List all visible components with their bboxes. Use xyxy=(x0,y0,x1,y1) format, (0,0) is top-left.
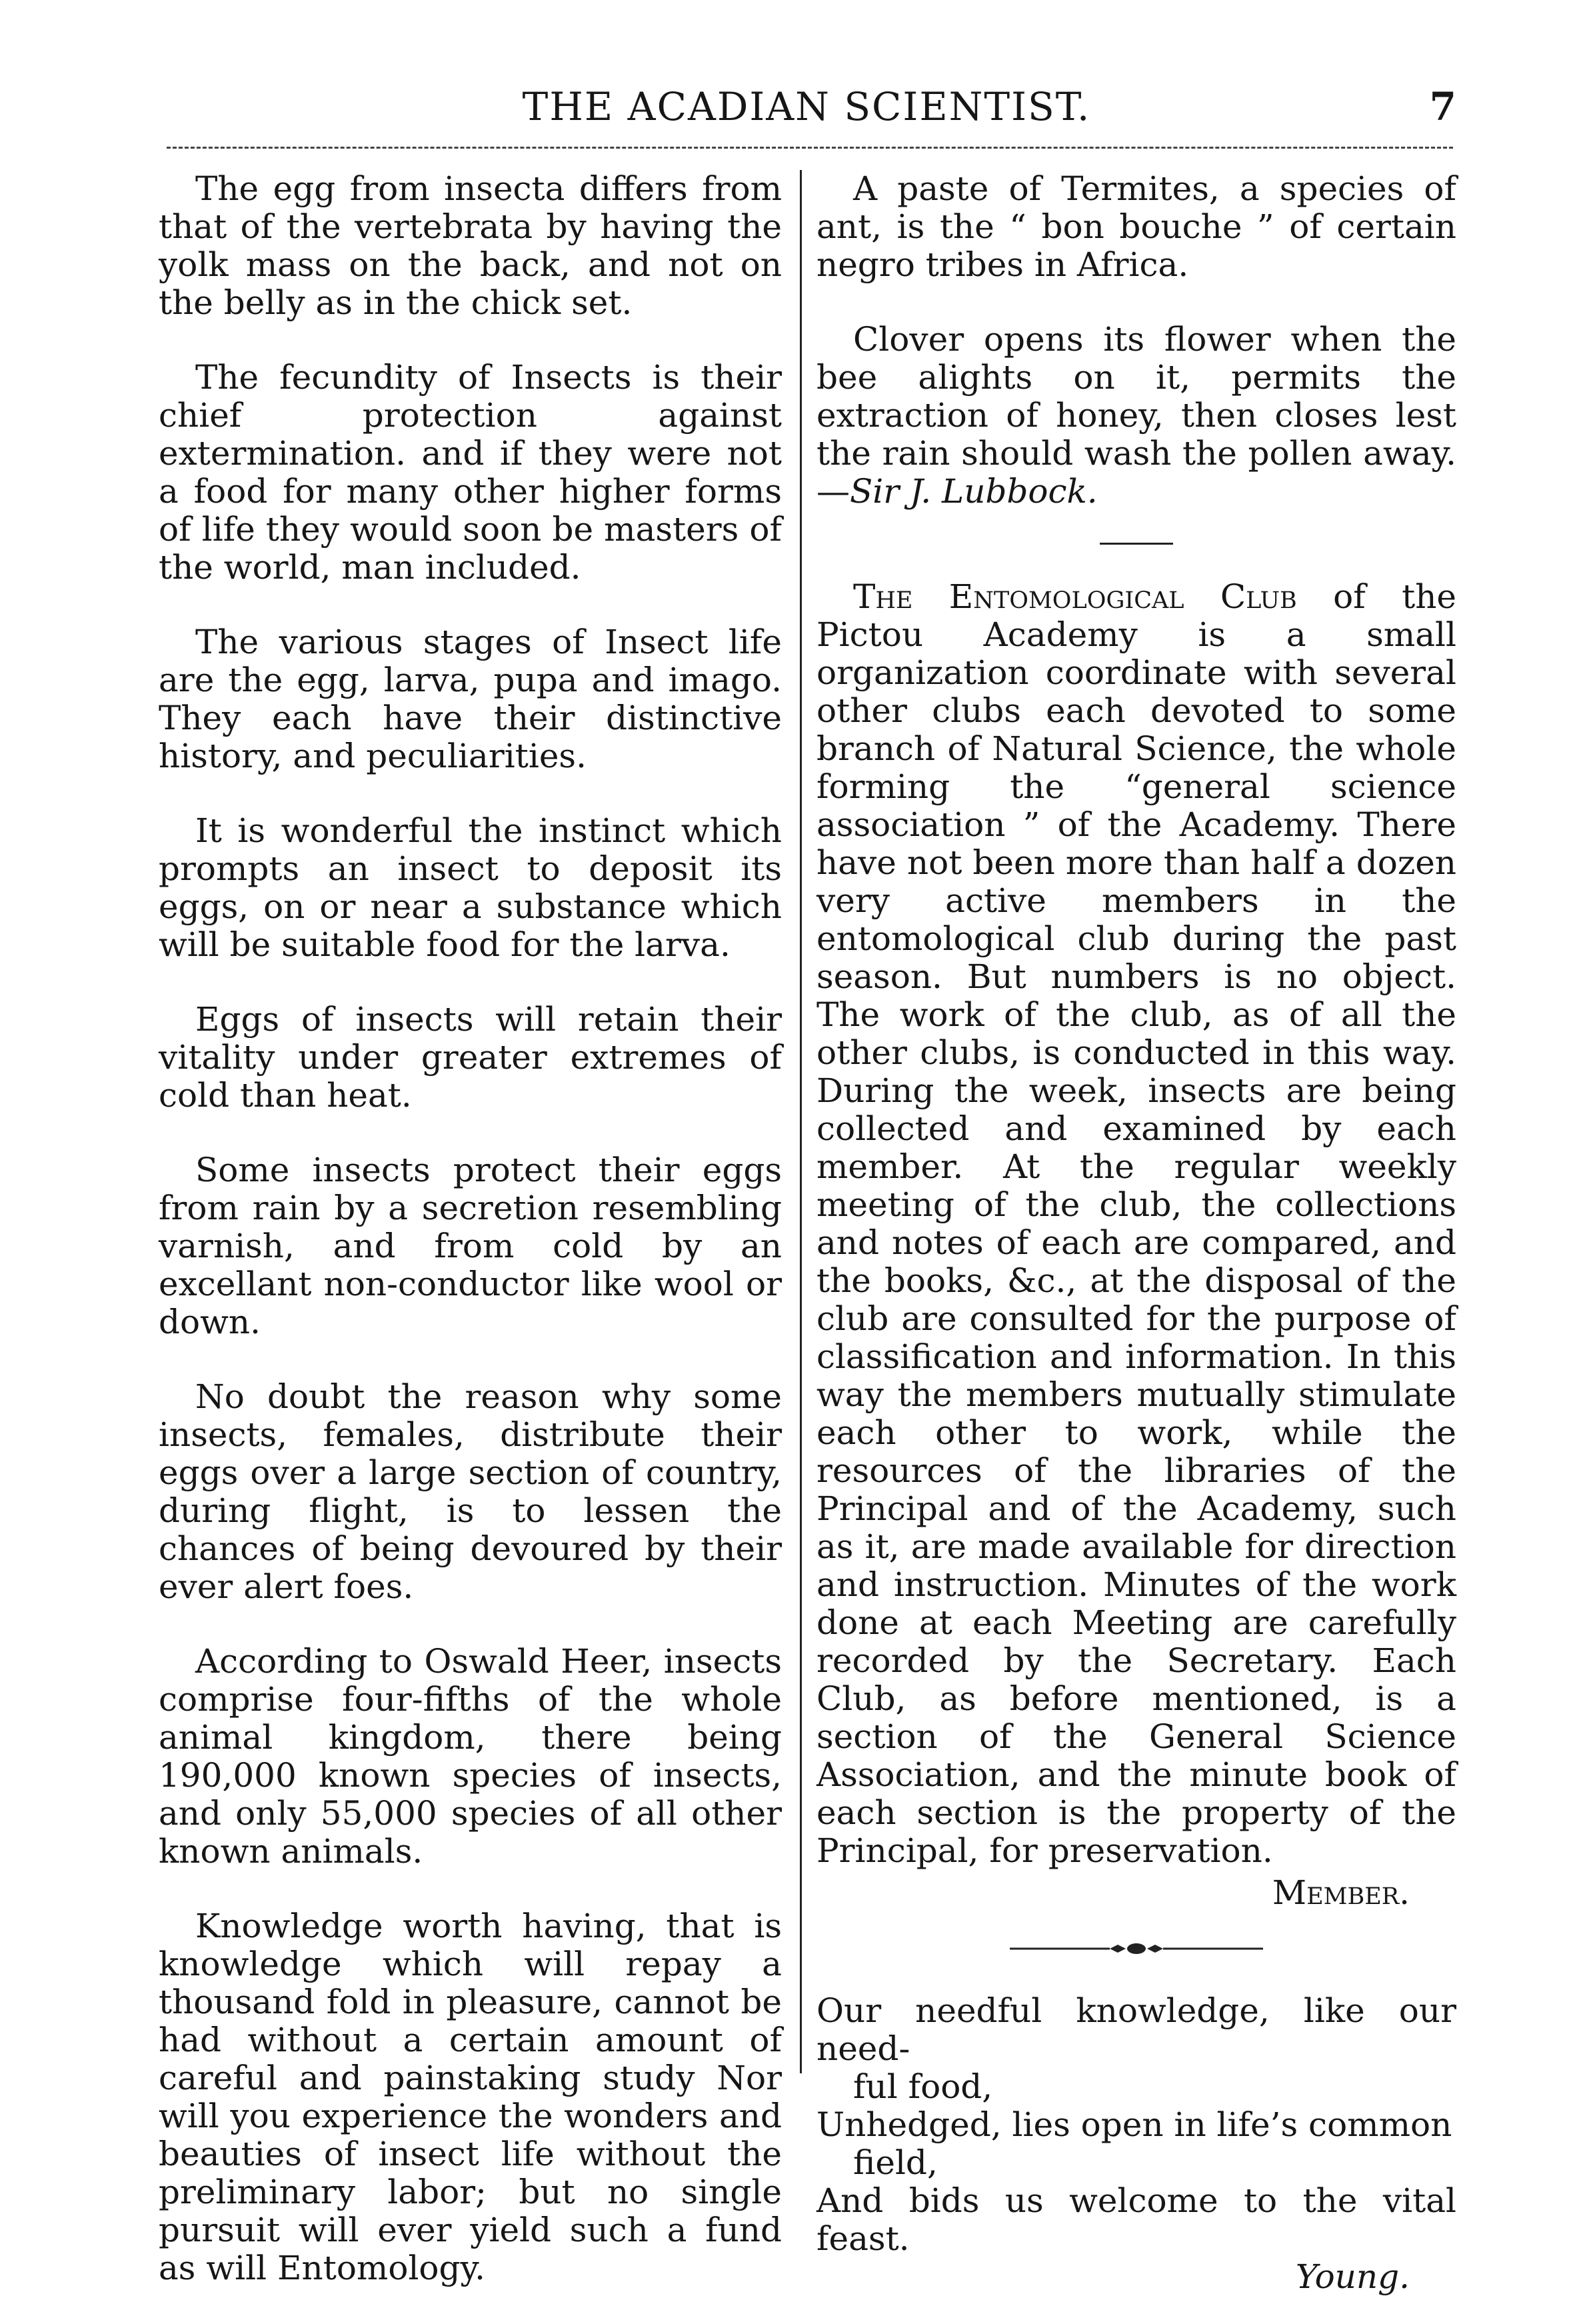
poem-author: Young. xyxy=(1295,2257,1410,2296)
paragraph-egg-distribution: No doubt the reason why some insects, females, distribute their eggs over a large section of country, during flight, is to lessen the chances of being devoured by their ever alert foes. xyxy=(159,1377,782,1606)
paragraph-egg-protection: Some insects protect their eggs from rain by a secretion resembling varnish, and from cold by an excellant non-conductor like wool or down. xyxy=(159,1151,782,1341)
right-column xyxy=(816,170,1456,2296)
paragraph-entomological-club xyxy=(816,578,1456,1870)
signature: Member. xyxy=(1272,1873,1410,1912)
poem-line: And bids us welcome to the vital feast. xyxy=(816,2181,1456,2258)
poem xyxy=(816,1992,1456,2296)
club-text: of the Pictou Academy is a small organization coordinate with several other clubs each devoted to some branch of Natural Science, the whole forming the “general science association ” of the Academy. There have not been more than half a dozen very active members in the entomological club during the past season. But numbers is no object. The work of the club, as of all the other clubs, is conducted in this way. During the week, insects are being collected and examined by each member. At the regular weekly meeting of the club, the collections and notes of each are compared, and the books, &c., at the disposal of the club are consulted for the purpose of classification and information. In this way the members mutually stimulate each other to work, while the resources of the libraries of the Principal and of the Academy, such as it, are made available for direction and instruction. Minutes of the work done at each Meeting are carefully recorded by the Secretary. Each Club, as before mentioned, is a section of the General Science Association, and the minute book of each section is the property of the Principal, for preservation. xyxy=(816,577,1456,1870)
clover-text: Clover opens its flower when the bee alights on it, permits the extraction of honey, then closes lest the rain should wash the pollen away.— xyxy=(816,320,1456,511)
journal-title: THE ACADIAN SCIENTIST. xyxy=(522,84,1091,129)
paragraph-fecundity: The fecundity of Insects is their chief protection against extermination. and if they were not a food for many other higher forms of life they would soon be masters of the world, man included. xyxy=(159,358,782,587)
left-column xyxy=(159,170,782,2324)
clover-attribution: Sir J. Lubbock. xyxy=(850,472,1098,511)
paragraph-termites: A paste of Termites, a species of ant, is the “ bon bouche ” of certain negro tribes in Africa. xyxy=(816,169,1456,284)
paragraph-knowledge: Knowledge worth having, that is knowledge which will repay a thousand fold in pleasure, cannot be had without a certain amount of careful and painstaking study Nor will you experience the wonders and beauties of insect life without the preliminary labor; but no single pursuit will ever yield such a fund as will Entomology. xyxy=(159,1907,782,2287)
paragraph-species-count: According to Oswald Heer, insects comprise four-fifths of the whole animal kingdom, there being 190,000 known species of insects, and only 55,000 species of all other known animals. xyxy=(159,1642,782,1871)
paragraph-clover xyxy=(816,321,1456,511)
paragraph-egg-vitality: Eggs of insects will retain their vitality under greater extremes of cold than heat. xyxy=(159,1000,782,1115)
paragraph-egg-yolk: The egg from insecta differs from that of the vertebrata by having the yolk mass on the back, and not on the belly as in the chick set. xyxy=(159,169,782,322)
page-number: 7 xyxy=(1429,84,1456,129)
paragraph-instinct: It is wonderful the instinct which prompts an insect to deposit its eggs, on or near a substance which will be suitable food for the larva. xyxy=(159,811,782,964)
poem-line: Our needful knowledge, like our need- xyxy=(816,1991,1456,2068)
poem-line: Unhedged, lies open in life’s common xyxy=(816,2105,1452,2144)
header-rule xyxy=(167,147,1453,149)
paragraph-life-stages: The various stages of Insect life are the egg, larva, pupa and imago. They each have their distinctive history, and peculiarities. xyxy=(159,623,782,775)
page-header xyxy=(157,84,1456,137)
ornamental-divider xyxy=(816,1939,1456,1959)
club-heading: The Entomological Club xyxy=(853,577,1297,616)
column-divider xyxy=(800,170,802,2073)
poem-line: field, xyxy=(853,2143,938,2182)
ornament-icon xyxy=(1010,1939,1263,1959)
section-rule xyxy=(1100,543,1173,545)
poem-line: ful food, xyxy=(853,2067,993,2106)
